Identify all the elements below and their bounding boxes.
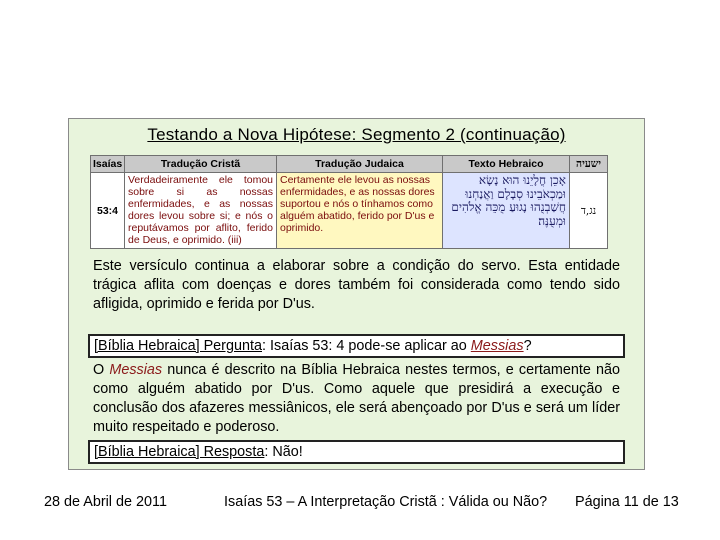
para2-start: O: [93, 362, 110, 378]
question-text: : Isaías 53: 4 pode-se aplicar ao: [262, 338, 471, 354]
paragraph-answer-detail: [93, 361, 620, 437]
answer-box: [88, 440, 625, 464]
verse-table: [90, 155, 608, 249]
question-box: [88, 334, 625, 358]
footer-page-number: Página 11 de 13: [575, 494, 679, 510]
table-header-row: [91, 156, 608, 173]
jewish-translation: Certamente ele levou as nossas enfermidades, e as nossas dores suportou e nós o tínhamos como alguém abatido, ferido por D'us e oprimido.: [277, 173, 443, 249]
christian-translation: Verdadeiramente ele tomou sobre si as nossas enfermidades, e as nossas dores levou sobre si; e nós o reputávamos por aflito, ferido de Deus, e oprimido. (iii): [125, 173, 277, 249]
answer-label: [Bíblia Hebraica] Resposta: [94, 444, 265, 460]
footer-date: 28 de Abril de 2011: [44, 494, 167, 510]
hebrew-verse-ref: נג,ד: [570, 173, 608, 249]
paragraph-explanation: Este versículo continua a elaborar sobre a condição do servo. Esta entidade trágica aflita com doenças e dores também foi considerada como tendo sido afligida, oprimido e ferida por D'us.: [93, 258, 620, 312]
header-christian: Tradução Cristã: [125, 156, 277, 173]
question-end: ?: [523, 338, 532, 354]
question-label: [Bíblia Hebraica] Pergunta: [94, 338, 262, 354]
para2-rest: nunca é descrito na Bíblia Hebraica nestes termos, e certamente não como alguém abatido por D'us. Como aquele que presidirá a execução e conclusão dos afazeres messiânicos, ele será abençoado por D'us e será um líder muito respeitado e poderoso.: [93, 362, 620, 435]
verse-ref: 53:4: [91, 173, 125, 249]
hebrew-text: אָכֵן חֳלָיֵנוּ הוּא נָשָׂא וּמַכְאֹבֵינוּ סְבָלָם וַאֲנַחְנוּ חֲשַׁבְנֻהוּ נָגוּעַ מֻכֵּה אֱלֹהִים וּמְעֻנֶּה׃: [443, 173, 570, 249]
footer-title: Isaías 53 – A Interpretação Cristã : Válida ou Não?: [224, 494, 548, 510]
header-isaias: Isaías: [91, 156, 125, 173]
header-jewish: Tradução Judaica: [277, 156, 443, 173]
answer-text: : Não!: [264, 444, 303, 460]
table-row: [91, 173, 608, 249]
slide-panel: [68, 118, 645, 470]
header-yeshayahu: ישעיה: [570, 156, 608, 173]
header-hebrew: Texto Hebraico: [443, 156, 570, 173]
para2-highlight: Messias: [109, 362, 163, 378]
question-highlight: Messias: [470, 338, 524, 354]
slide-title: Testando a Nova Hipótese: Segmento 2 (continuação): [147, 125, 566, 144]
